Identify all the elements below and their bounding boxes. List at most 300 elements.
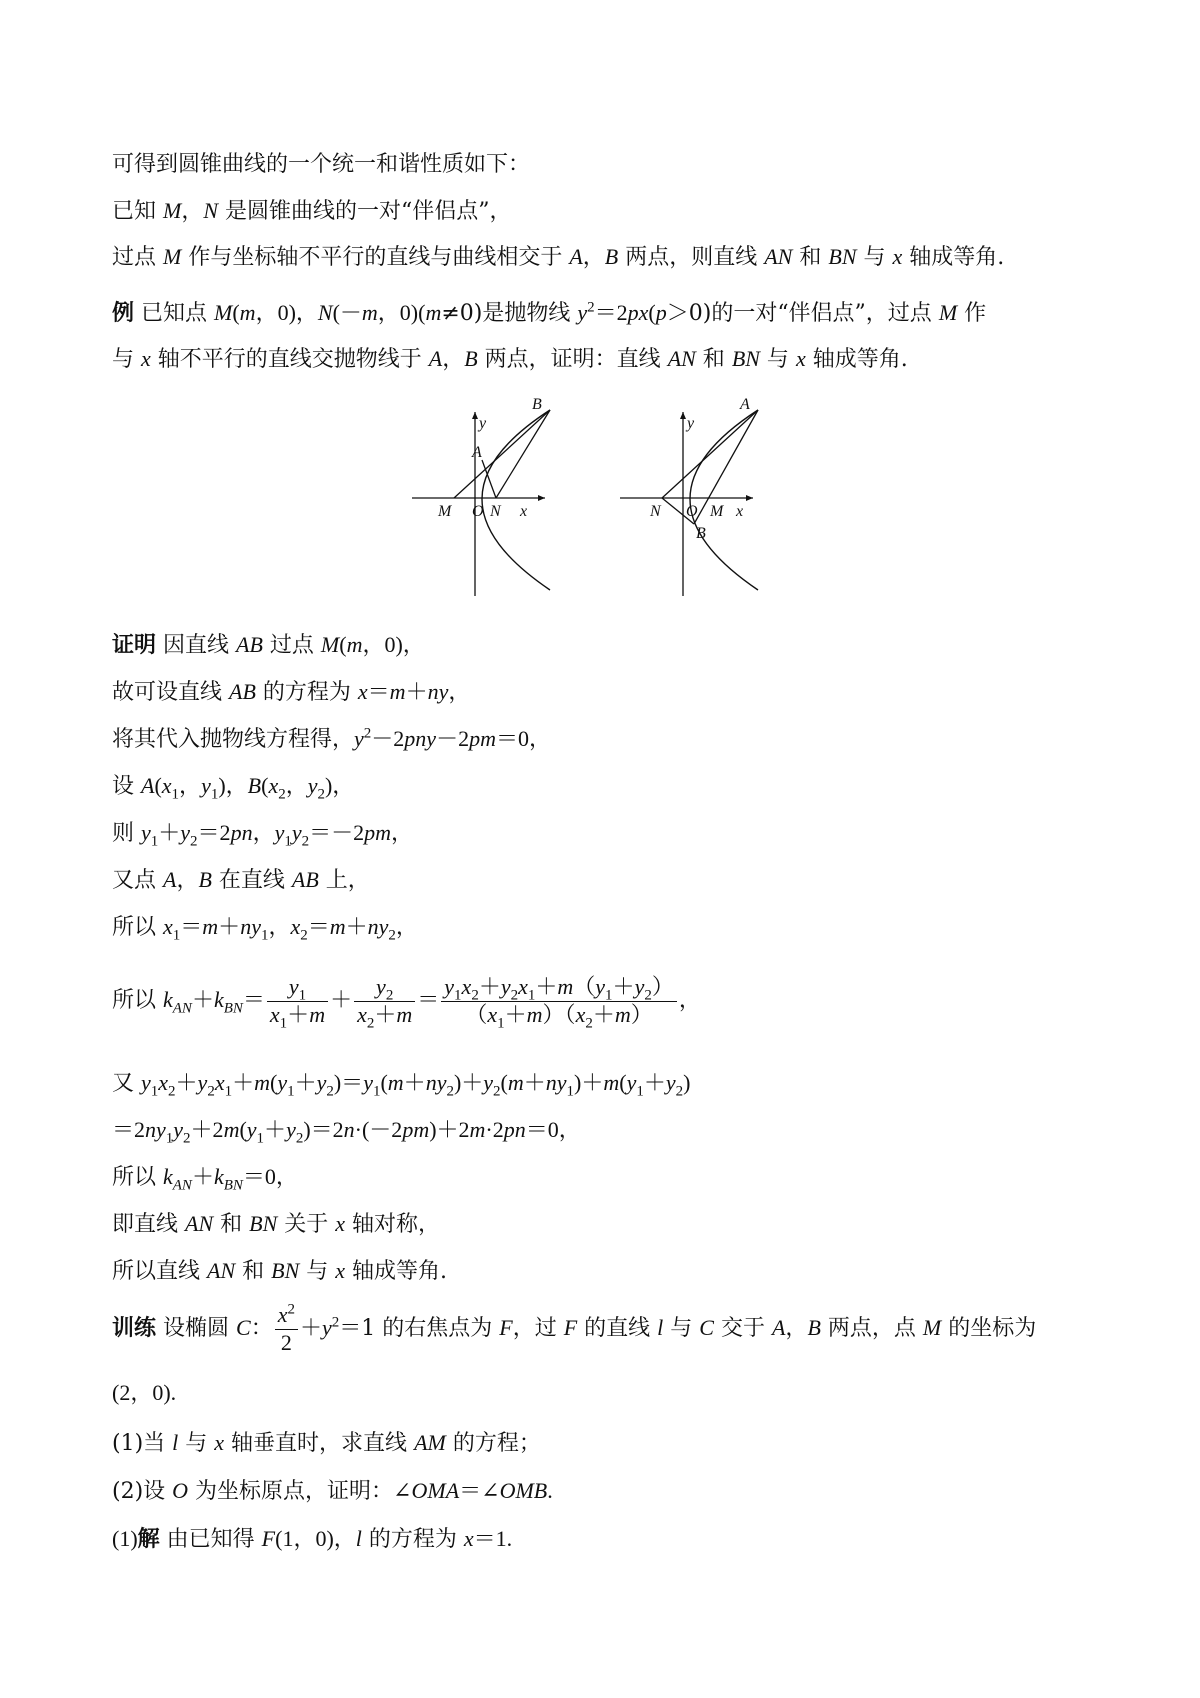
subscript: 1 [284, 833, 292, 850]
text: ＝0， [495, 726, 551, 751]
math-var: x [357, 1001, 367, 1027]
text: ( [232, 300, 240, 325]
fraction-3 [441, 974, 677, 1029]
math-var: x [290, 914, 301, 939]
math-var: y [307, 773, 318, 798]
math-var: pm [402, 1117, 430, 1142]
math-var: y [197, 1070, 208, 1095]
math-var: y [595, 973, 606, 999]
text: 过点 [262, 633, 321, 658]
subscript: 2 [278, 786, 286, 803]
math-var: B [198, 867, 212, 892]
text: ＋ [345, 914, 368, 939]
text: ( [261, 773, 269, 798]
math-var: x [357, 679, 368, 704]
proof-label: 证明 [112, 633, 157, 658]
subscript: AN [172, 1177, 192, 1194]
text: 和 [235, 1259, 272, 1284]
math-var: y [500, 973, 511, 999]
math-var: AN [764, 244, 793, 269]
math-var: m [329, 914, 346, 939]
text: ＋ [523, 1070, 546, 1095]
math-var: y [483, 1070, 494, 1095]
math-var: pny [404, 726, 437, 751]
proof-line-4 [112, 771, 1120, 802]
text: ，0)， [255, 300, 318, 325]
text: 上， [318, 868, 370, 893]
text: ， [181, 199, 204, 224]
text: 与 [759, 347, 796, 372]
math-var: m [396, 1001, 413, 1027]
subscript: 2 [295, 1130, 304, 1147]
math-var: l [657, 1315, 664, 1340]
math-var: y [141, 820, 151, 845]
subscript: 2 [644, 986, 652, 1003]
text: ＋ [287, 1001, 310, 1027]
figures [410, 398, 810, 598]
text: ， [252, 820, 275, 845]
text: 故可设直线 [112, 680, 229, 705]
math-var: BN [249, 1211, 278, 1236]
text: ＝ [180, 914, 203, 939]
text: ＝2 [197, 820, 231, 845]
text: ) [683, 1070, 691, 1095]
subscript: 1 [497, 1014, 505, 1031]
text: (1)当 [112, 1431, 173, 1456]
line-NA [662, 410, 758, 498]
text: )， [324, 773, 355, 798]
text: ＋ [232, 1070, 255, 1095]
text: ，0)( [377, 300, 426, 325]
subscript: 2 [168, 1083, 176, 1100]
label-A: A [472, 444, 482, 461]
text: 的方程为 [255, 680, 358, 705]
math-var: x [269, 1001, 280, 1027]
subscript: 1 [260, 927, 269, 944]
text: 和 [695, 347, 732, 372]
math-var: m [239, 300, 256, 325]
math-var: x [518, 973, 528, 999]
math-var: BN [271, 1258, 300, 1283]
fraction-numerator [354, 974, 415, 1002]
text: ( [500, 1070, 508, 1095]
superscript: 2 [287, 1301, 295, 1318]
math-var: y [577, 300, 588, 325]
math-var: N [317, 300, 333, 325]
math-var: x [487, 1001, 498, 1027]
math-var: x [461, 973, 472, 999]
text: 的方程为 [361, 1527, 464, 1552]
subscript: BN [223, 1177, 243, 1194]
math-var: BN [731, 346, 760, 371]
text: (－ [332, 300, 362, 325]
text: ＋ [264, 1117, 287, 1142]
math-var: x [268, 773, 279, 798]
proof-line-13 [112, 1256, 1120, 1287]
math-var: m [389, 679, 406, 704]
math-var: y [201, 773, 211, 798]
text: 所以直线 [112, 1259, 207, 1284]
text: 又 [112, 1071, 141, 1096]
text: ( [269, 1070, 278, 1095]
math-var: x [161, 773, 172, 798]
math-var: y [288, 973, 299, 999]
math-var: M [320, 632, 340, 657]
text: （ [573, 973, 596, 999]
subscript: 1 [171, 786, 180, 803]
intro-text: 可得到圆锥曲线的一个统一和谐性质如下： [112, 152, 531, 177]
text: 与 [178, 1431, 215, 1456]
subscript: BN [223, 1000, 243, 1017]
text: 轴成等角. [345, 1259, 448, 1284]
text: －2 [371, 726, 405, 751]
math-var: k [213, 987, 224, 1012]
math-var: m [309, 1001, 326, 1027]
math-var: m [425, 300, 442, 325]
math-var: x [158, 1070, 169, 1095]
text: )＋2 [429, 1117, 470, 1142]
line-BA [694, 410, 758, 524]
text: 与 [299, 1259, 336, 1284]
math-var: OMA [411, 1478, 460, 1503]
subscript: 2 [446, 1083, 454, 1100]
label-O: O [686, 503, 698, 520]
math-var: A [163, 867, 177, 892]
fraction-x2-over-2 [275, 1302, 298, 1356]
math-var: y [634, 973, 645, 999]
math-var: x [214, 1070, 225, 1095]
text: ＋ [612, 973, 635, 999]
text: ＝1 的右焦点为 [339, 1316, 500, 1341]
text: 将其代入抛物线方程得， [112, 727, 355, 752]
label-O: O [472, 503, 484, 520]
math-var: k [163, 1164, 173, 1189]
text: ＋ [405, 679, 428, 704]
text: 轴对称， [345, 1212, 441, 1237]
subscript: 1 [210, 786, 219, 803]
math-var: AB [291, 867, 319, 892]
subscript: 2 [385, 986, 394, 1003]
math-var: y [173, 1117, 184, 1142]
example-line-1 [112, 298, 1120, 329]
math-var: y [363, 1070, 373, 1095]
training-question-1 [112, 1428, 1120, 1459]
text: ， [448, 680, 471, 705]
text: ( [239, 1117, 247, 1142]
math-var: y [444, 973, 455, 999]
subscript: 1 [605, 986, 613, 1003]
proof-line-1 [112, 630, 1120, 661]
subscript: 2 [326, 1083, 334, 1100]
text: ， [179, 773, 202, 798]
subscript: 2 [190, 833, 198, 850]
text: ， [268, 914, 291, 939]
subscript: 1 [172, 927, 181, 944]
subscript: 2 [317, 786, 325, 803]
math-var: y [376, 973, 386, 999]
text: 两点，则直线 [618, 245, 765, 270]
proof-line-2 [112, 677, 1120, 708]
math-var: O [172, 1478, 189, 1503]
text: (1，0)， [275, 1526, 356, 1551]
text: ＋ [299, 1315, 322, 1340]
text: 所以 [112, 1165, 163, 1190]
fraction-denominator [354, 1002, 415, 1029]
math-var: F [261, 1526, 276, 1551]
math-var: m [254, 1070, 270, 1095]
label-M: M [438, 503, 452, 520]
text: ， [395, 914, 418, 939]
text: ＝0， [525, 1117, 581, 1142]
text: 两点，点 [820, 1316, 923, 1341]
x-axis-arrow-icon [746, 495, 753, 501]
math-var: y [316, 1070, 327, 1095]
label-x: x [736, 503, 744, 520]
label-B: B [532, 398, 542, 413]
math-var: x [335, 1211, 346, 1236]
text: . [547, 1478, 553, 1503]
math-var: l [172, 1430, 179, 1455]
text: 关于 [277, 1212, 336, 1237]
text: 已知点 [134, 301, 215, 326]
text: 与 [663, 1316, 700, 1341]
math-var: BN [828, 244, 857, 269]
math-var: m [202, 914, 219, 939]
text: ( [339, 632, 347, 657]
x-axis-arrow-icon [538, 495, 545, 501]
text: 交于 [713, 1316, 772, 1341]
training-line-1 [112, 1300, 1120, 1357]
text: ） [630, 1001, 653, 1027]
text: 和 [792, 245, 829, 270]
label-y: y [687, 415, 695, 432]
subscript: 2 [183, 1130, 191, 1147]
math-var: m [223, 1117, 240, 1142]
text: ， [442, 347, 465, 372]
math-var: B [807, 1315, 821, 1340]
fraction-denominator: 2 [280, 1330, 292, 1355]
subscript: 1 [256, 1130, 265, 1147]
text: 两点，证明：直线 [477, 347, 668, 372]
math-var: x [463, 1526, 474, 1551]
math-var: n [343, 1117, 355, 1142]
fraction-numerator [441, 974, 677, 1002]
math-var: AB [229, 679, 256, 704]
text: ＋ [175, 1070, 198, 1095]
proof-line-6 [112, 865, 1120, 896]
math-var: y [291, 820, 302, 845]
label-N: N [650, 503, 661, 520]
solution-label: 解 [137, 1527, 160, 1552]
subscript: 1 [287, 1083, 295, 1100]
superscript: 2 [363, 725, 372, 742]
text: 为坐标原点，证明：∠ [188, 1479, 412, 1504]
math-var: pn [503, 1117, 526, 1142]
label-y: y [479, 415, 487, 432]
fraction-denominator [267, 1002, 328, 1029]
figure-1 [410, 398, 570, 598]
subscript: 1 [566, 1083, 575, 1100]
proof-line-3 [112, 724, 1120, 755]
math-var: pn [230, 820, 253, 845]
subscript: 2 [510, 986, 519, 1003]
text: ＝ [367, 679, 390, 704]
proof-line-7 [112, 912, 1120, 943]
text: ＝0， [242, 1164, 298, 1189]
text: ( [648, 300, 656, 325]
subscript: 1 [298, 986, 307, 1003]
label-B: B [696, 525, 706, 542]
fraction-1 [267, 974, 328, 1029]
text: ·(－2 [354, 1117, 403, 1142]
math-var: m [603, 1070, 620, 1095]
text: ＝－2 [309, 820, 365, 845]
math-var: M [163, 244, 182, 269]
text: 与 [112, 347, 141, 372]
text: ·2 [485, 1117, 504, 1142]
subscript: 2 [675, 1083, 684, 1100]
text: ＝ [307, 914, 330, 939]
math-var: y [274, 820, 285, 845]
text: 的直线 [577, 1316, 658, 1341]
y-axis-arrow-icon [472, 412, 478, 419]
math-var: x [141, 346, 151, 371]
math-var: AB [236, 632, 263, 657]
text: 则 [112, 821, 141, 846]
y-axis-arrow-icon [680, 412, 686, 419]
math-var: B [604, 244, 619, 269]
math-var: ny [427, 679, 449, 704]
math-var: k [213, 1164, 224, 1189]
label-A: A [740, 398, 750, 413]
math-var: y [141, 1070, 151, 1095]
example-label: 例 [112, 301, 135, 326]
text: 的方程； [445, 1431, 541, 1456]
text: ＝ [242, 987, 265, 1012]
math-var: m [614, 1001, 631, 1027]
text: 所以 [112, 988, 163, 1013]
math-var: M [922, 1315, 942, 1340]
text: 的坐标为 [941, 1316, 1037, 1341]
math-var: m [361, 300, 378, 325]
text: ， [176, 868, 199, 893]
text: ＝ [417, 987, 440, 1012]
math-var: ny [425, 1070, 447, 1095]
text: )＝2 [303, 1117, 344, 1142]
text: ＋2 [190, 1117, 224, 1142]
text: ＝2 [594, 300, 628, 325]
math-var: y [354, 726, 364, 751]
math-var: x [795, 346, 806, 371]
label-N: N [490, 503, 501, 520]
math-var: pm [469, 726, 496, 751]
text: ， [678, 987, 701, 1012]
text: 作 [957, 301, 987, 326]
text: ＋ [643, 1070, 666, 1095]
fraction-numerator [267, 974, 328, 1002]
text: 即直线 [112, 1212, 185, 1237]
text: ， [285, 773, 308, 798]
training-question-2 [112, 1476, 1120, 1507]
subscript: 1 [527, 986, 536, 1003]
math-var: p [655, 300, 667, 325]
math-var: F [563, 1315, 578, 1340]
intro-line-1 [112, 150, 1120, 180]
proof-line-12 [112, 1209, 1120, 1240]
math-var: x [892, 244, 903, 269]
text: ， [391, 820, 414, 845]
text: ＋ [374, 1001, 397, 1027]
text: 和 [213, 1212, 250, 1237]
math-var: OMB [499, 1478, 548, 1503]
math-var: AN [667, 346, 696, 371]
subscript: 1 [372, 1083, 381, 1100]
math-var: m [469, 1117, 486, 1142]
line-BN [496, 410, 550, 498]
text: 又点 [112, 868, 163, 893]
math-var: pm [364, 820, 392, 845]
text: ＝2 [112, 1117, 146, 1142]
text: ＋ [294, 1070, 317, 1095]
text: ， [785, 1316, 808, 1341]
line-MB [454, 410, 550, 498]
math-var: ny [367, 914, 389, 939]
text: 因直线 [156, 633, 237, 658]
math-var: AM [414, 1430, 446, 1455]
math-var: y [322, 1315, 332, 1340]
subscript: AN [172, 1000, 192, 1017]
text: ＝1. [473, 1526, 513, 1551]
label-x: x [520, 503, 528, 520]
text: ( [380, 1070, 388, 1095]
math-var: m [387, 1070, 404, 1095]
subscript: 2 [585, 1014, 593, 1031]
label-M: M [710, 503, 724, 520]
math-var: y [626, 1070, 637, 1095]
text: ＋ [218, 914, 241, 939]
text: ( [619, 1070, 627, 1095]
text: )＝ [333, 1070, 364, 1095]
math-var: A [569, 244, 583, 269]
proof-line-10 [112, 1115, 1120, 1146]
example-line-2 [112, 344, 1120, 375]
math-var: M [938, 300, 958, 325]
solution-line-1 [112, 1524, 1120, 1555]
text: )＋ [574, 1070, 604, 1095]
text: 设 [112, 774, 141, 799]
math-var: ny [545, 1070, 567, 1095]
math-var: y [180, 820, 191, 845]
text: ＋ [592, 1001, 615, 1027]
text: )， [218, 773, 248, 798]
text: ＋ [330, 987, 353, 1012]
subscript: 1 [150, 833, 159, 850]
subscript: 2 [388, 927, 396, 944]
text: 设椭圆 [156, 1316, 237, 1341]
fraction-2 [354, 974, 415, 1029]
text: 与 [856, 245, 893, 270]
proof-line-9 [112, 1068, 1120, 1099]
figure-2 [618, 398, 778, 598]
subscript: 2 [493, 1083, 501, 1100]
subscript: 1 [165, 1130, 174, 1147]
text: 轴不平行的直线交抛物线于 [150, 347, 429, 372]
math-var: A [771, 1315, 786, 1340]
subscript: 1 [224, 1083, 233, 1100]
math-var: x [335, 1258, 346, 1283]
text: (2)设 [112, 1479, 173, 1504]
text: 作与坐标轴不平行的直线与曲线相交于 [181, 245, 570, 270]
